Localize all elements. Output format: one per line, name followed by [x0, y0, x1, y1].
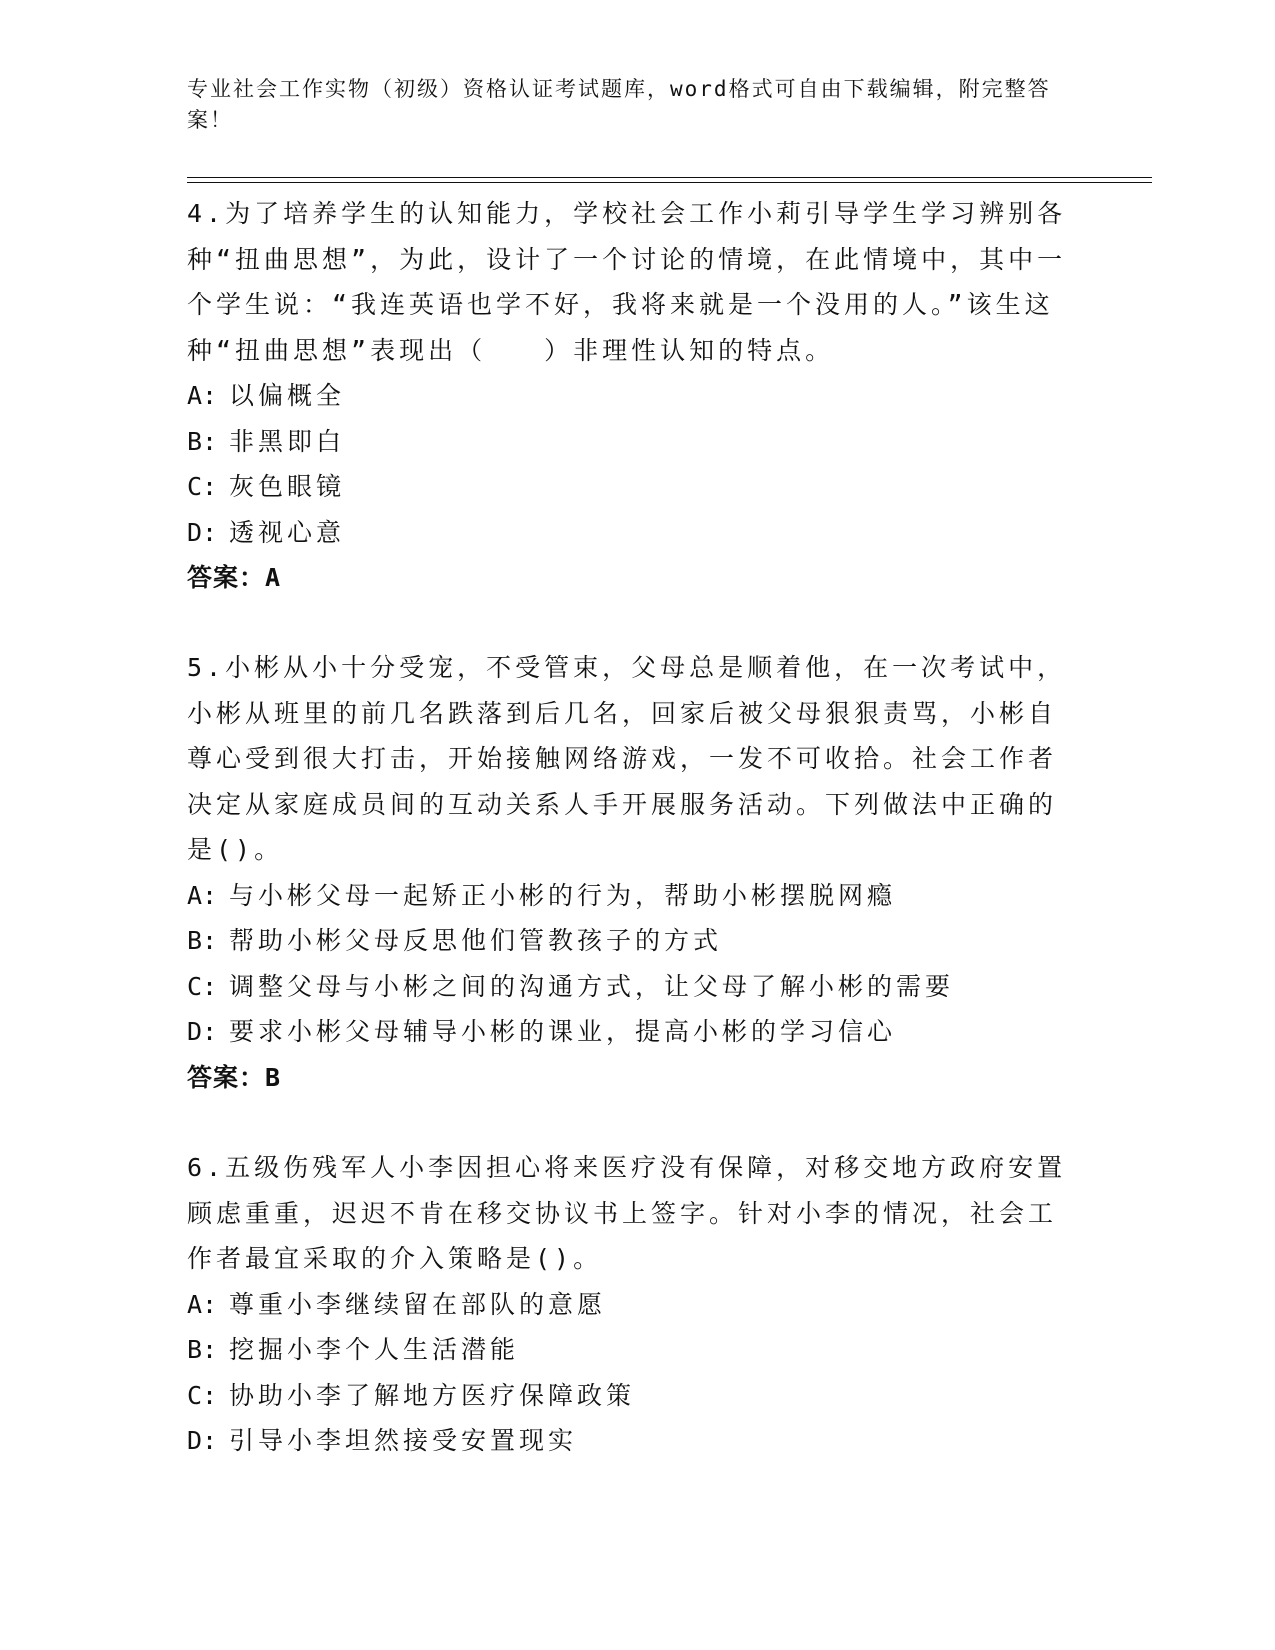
option-label: B:: [187, 1335, 218, 1364]
header-rule-bottom: [187, 182, 1152, 183]
option-label: D:: [187, 517, 218, 547]
question-6: [187, 1145, 1067, 1464]
option-label: C:: [187, 1380, 218, 1410]
option-label: C:: [187, 971, 218, 1001]
option-c: [187, 1373, 1067, 1419]
option-text: 引导小李坦然接受安置现实: [229, 1426, 578, 1455]
question-stem: 4.为了培养学生的认知能力，学校社会工作小莉引导学生学习辨别各种“扭曲思想”，为此，设计了一个讨论的情境，在此情境中，其中一个学生说：“我连英语也学不好，我将来就是一个没用的人。”该生这种“扭曲思想”表现出（ ）非理性认知的特点。: [187, 199, 1067, 365]
answer: 答案：A: [187, 563, 282, 592]
option-text: 以偏概全: [229, 381, 346, 410]
option-label: B:: [187, 926, 218, 955]
option-b: [187, 1327, 1067, 1373]
option-text: 帮助小彬父母反思他们管教孩子的方式: [229, 926, 723, 955]
option-c: [187, 464, 1067, 510]
question-4: [187, 191, 1067, 601]
question-stem: 6.五级伤残军人小李因担心将来医疗没有保障，对移交地方政府安置顾虑重重，迟迟不肯在移交协议书上签字。针对小李的情况，社会工作者最宜采取的介入策略是()。: [187, 1153, 1067, 1273]
question-5: [187, 645, 1067, 1100]
option-label: B:: [187, 426, 218, 456]
option-text: 协助小李了解地方医疗保障政策: [229, 1380, 636, 1410]
option-text: 挖掘小李个人生活潜能: [229, 1335, 520, 1364]
answer: 答案：B: [187, 1062, 282, 1092]
header-rule-top: [187, 177, 1152, 178]
option-text: 尊重小李继续留在部队的意愿: [229, 1289, 607, 1319]
option-c: [187, 964, 1067, 1010]
option-text: 非黑即白: [229, 426, 346, 456]
option-b: [187, 419, 1067, 465]
option-label: D:: [187, 1426, 218, 1455]
option-label: A:: [187, 880, 218, 910]
option-a: [187, 373, 1067, 419]
option-label: C:: [187, 472, 218, 501]
option-d: [187, 1418, 1067, 1464]
option-b: [187, 918, 1067, 964]
option-a: [187, 1282, 1067, 1328]
option-a: [187, 873, 1067, 919]
option-label: A:: [187, 1289, 218, 1319]
option-label: A:: [187, 381, 218, 410]
option-d: [187, 510, 1067, 556]
option-text: 灰色眼镜: [229, 472, 346, 501]
header-text: 专业社会工作实物（初级）资格认证考试题库，word格式可自由下载编辑，附完整答案！: [187, 77, 1051, 132]
option-label: D:: [187, 1017, 218, 1046]
option-text: 与小彬父母一起矫正小彬的行为，帮助小彬摆脱网瘾: [229, 880, 897, 910]
option-d: [187, 1009, 1067, 1055]
question-stem: 5.小彬从小十分受宠，不受管束，父母总是顺着他，在一次考试中，小彬从班里的前几名跌落到后几名，回家后被父母狠狠责骂，小彬自尊心受到很大打击，开始接触网络游戏，一发不可收拾。社会工作者决定从家庭成员间的互动关系人手开展服务活动。下列做法中正确的是()。: [187, 653, 1067, 864]
option-text: 透视心意: [229, 517, 346, 547]
option-text: 调整父母与小彬之间的沟通方式，让父母了解小彬的需要: [229, 971, 955, 1001]
option-text: 要求小彬父母辅导小彬的课业，提高小彬的学习信心: [229, 1017, 897, 1046]
